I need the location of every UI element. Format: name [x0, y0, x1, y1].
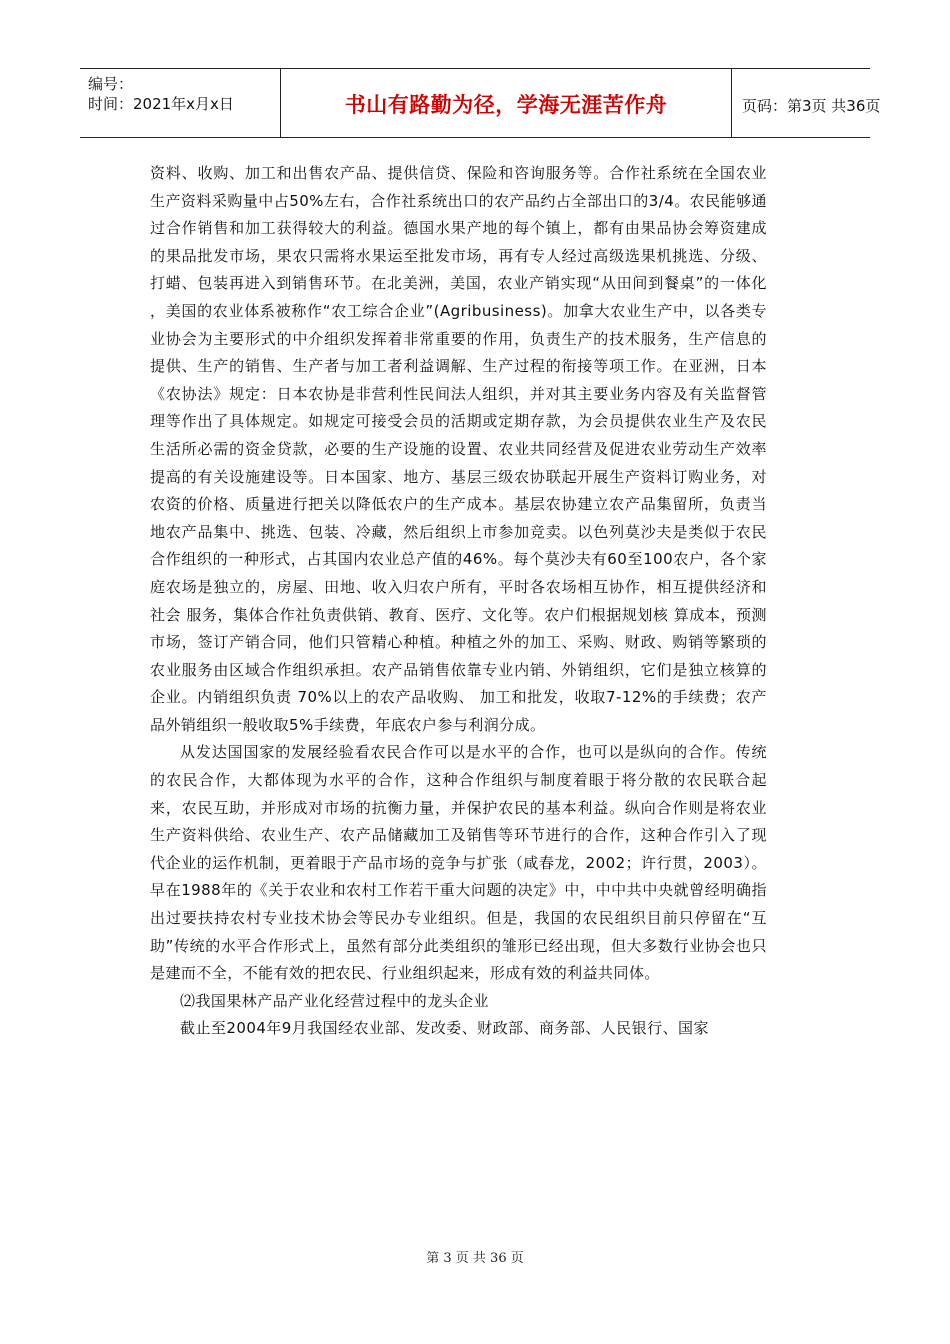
section-heading: ⑵我国果林产品产业化经营过程中的龙头企业 [180, 991, 490, 1010]
body-paragraph: 从发达国国家的发展经验看农民合作可以是水平的合作，也可以是纵向的合作。传统的农民合作，大都体现为水平的合作，这种合作组织与制度着眼于将分散的农民联合起来，农民互助，并形成对市场的抗衡力量，并保护农民的基本利益。纵向合作则是将农业生产资料供给、农业生产、农产品储藏加工及销售等环节进行的合作，这种合作引入了现代企业的运作机制，更着眼于产品市场的竞争与扩张（咸春龙，2002；许行贯，2003）。早在1988年的《关于农业和农村工作若干重大问题的决定》中，中中共中央就曾经明确指出过要扶持农村专业技术协会等民办专业组织。但是，我国的农民组织目前只停留在“互助”传统的水平合作形式上，虽然有部分此类组织的雏形已经出现，但大多数行业协会也只是建而不全，不能有效的把农民、行业组织起来，形成有效的利益共同体。 [150, 743, 767, 983]
body-paragraph: 资料、收购、加工和出售农产品、提供信贷、保险和咨询服务等。合作社系统在全国农业生产资料采购量中占50%左右，合作社系统出口的农产品约占全部出口的3/4。农民能够通过合作销售和加工获得较大的利益。德国水果产地的每个镇上，都有由果品协会筹资建成的果品批发市场，果农只需将水果运至批发市场，再有专人经过高级选果机挑选、分级、打蜡、包装再进入到销售环节。在北美洲，美国，农业产销实现“从田间到餐桌”的一体化 ，美国的农业体系被称作“农工综合企业”(Agribusiness)。加拿大农业生产中，以各类专业协会为主要形式的中介组织发挥着非常重要的作用，负责生产的技术服务，生产信息的提供、生产的销售、生产者与加工者利益调解、生产过程的衔接等项工作。在亚洲，日本《农协法》规定：日本农协是非营利性民间法人组织，并对其主要业务内容及有关监督管理等作出了具体规定。如规定可接受会员的活期或定期存款，为会员提供农业生产及农民生活所必需的资金贷款，必要的生产设施的设置、农业共同经营及促进农业劳动生产效率提高的有关设施建设等。日本国家、地方、基层三级农协联起开展生产资料订购业务，对农资的价格、质量进行把关以降低农户的生产成本。基层农协建立农产品集留所，负责当地农产品集中、挑选、包装、冷藏，然后组织上市参加竞卖。以色列莫沙夫是类似于农民合作组织的一种形式，占其国内农业总产值的46%。每个莫沙夫有60至100农户，各个家庭农场是独立的，房屋、田地、收入归农户所有，平时各农场相互协作，相互提供经济和社会 服务，集体合作社负责供销、教育、医疗、文化等。农户们根据规划核 算成本，预测市场，签订产销合同，他们只管精心种植。种植之外的加工、采购、财政、购销等繁琐的农业服务由区域合作组织承担。农产品销售依靠专业内销、外销组织，它们是独立核算的企业。内销组织负责 70%以上的农产品收购、 加工和批发，收取7-12%的手续费；农产品外销组织一般收取5%手续费，年底农户参与利润分成。 [150, 164, 767, 734]
date-label: 时间：2021年x月x日 [88, 95, 234, 113]
number-label: 编号： [88, 75, 134, 93]
header-info-cell [80, 69, 281, 137]
header-page-cell [732, 69, 881, 137]
page-footer: 第 3 页 共 36 页 [426, 1251, 524, 1266]
document-body [150, 160, 767, 1043]
header-motto-cell [281, 69, 732, 137]
motto-text: 书山有路勤为径，学海无涯苦作舟 [344, 93, 668, 117]
body-paragraph: 截止至2004年9月我国经农业部、发改委、财政部、商务部、人民银行、国家 [180, 1019, 709, 1038]
page-info: 页码：第3页 共36页 [742, 97, 881, 115]
page-header [80, 68, 881, 138]
